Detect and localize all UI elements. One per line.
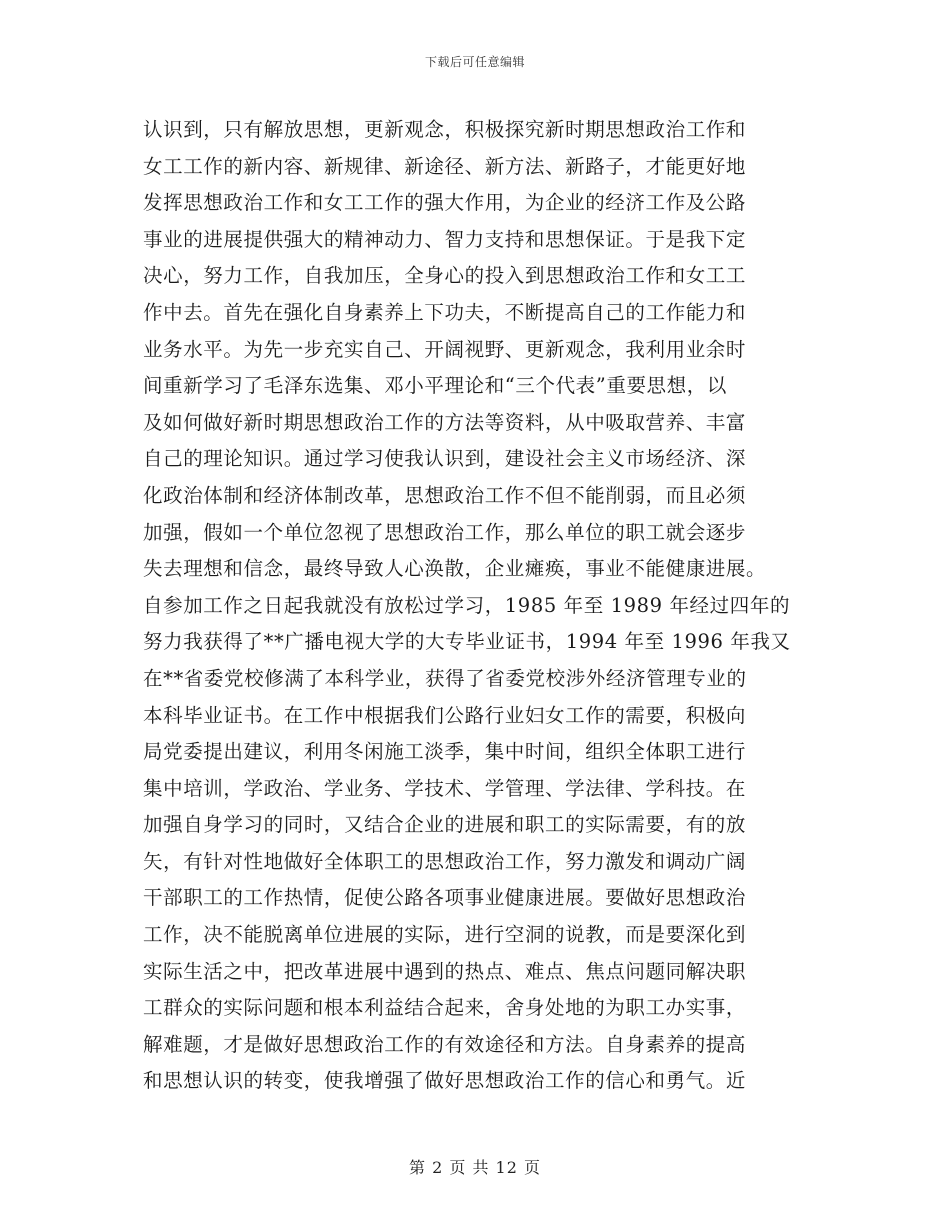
- text-line: 事业的进展提供强大的精神动力、智力支持和思想保证。于是我下定: [143, 227, 747, 251]
- text-line: 本科毕业证书。在工作中根据我们公路行业妇女工作的需要，积极向: [143, 703, 747, 727]
- text-line: 加强自身学习的同时，又结合企业的进展和职工的实际需要，有的放: [143, 813, 747, 837]
- text-line: 失去理想和信念，最终导致人心涣散，企业瘫痪，事业不能健康进展。: [143, 557, 767, 581]
- text-line: 干部职工的工作热情，促使公路各项事业健康进展。要做好思想政治: [143, 886, 747, 910]
- text-line: 发挥思想政治工作和女工工作的强大作用，为企业的经济工作及公路: [143, 191, 747, 215]
- text-line: 间重新学习了毛泽东选集、邓小平理论和“三个代表”重要思想，以: [143, 374, 727, 398]
- text-line: 和思想认识的转变，使我增强了做好思想政治工作的信心和勇气。近: [143, 1069, 747, 1093]
- text-line: 认识到，只有解放思想，更新观念，积极探究新时期思想政治工作和: [143, 118, 747, 141]
- text-line: 在**省委党校修满了本科学业，获得了省委党校涉外经济管理专业的: [143, 666, 747, 690]
- text-line: 女工工作的新内容、新规律、新途径、新方法、新路子，才能更好地: [143, 154, 747, 178]
- text-line: 决心，努力工作，自我加压，全身心的投入到思想政治工作和女工工: [143, 264, 747, 288]
- document-body: [143, 112, 823, 1100]
- text-line: 努力我获得了**广播电视大学的大专毕业证书，1994 年至 1996 年我又: [143, 630, 791, 654]
- text-line: 自己的理论知识。通过学习使我认识到，建设社会主义市场经济、深: [143, 447, 747, 471]
- text-line: 局党委提出建议，利用冬闲施工淡季，集中时间，组织全体职工进行: [143, 740, 747, 764]
- text-line: 及如何做好新时期思想政治工作的方法等资料，从中吸取营养、丰富: [143, 410, 747, 434]
- text-line: 集中培训，学政治、学业务、学技术、学管理、学法律、学科技。在: [143, 776, 747, 800]
- text-line: 工群众的实际问题和根本利益结合起来，舍身处地的为职工办实事，: [143, 996, 747, 1020]
- page-number-footer: 第 2 页 共 12 页: [409, 1158, 541, 1177]
- text-line: 实际生活之中，把改革进展中遇到的热点、难点、焦点问题同解决职: [143, 959, 747, 983]
- text-line: 作中去。首先在强化自身素养上下功夫，不断提高自己的工作能力和: [143, 300, 747, 324]
- text-line: 自参加工作之日起我就没有放松过学习，1985 年至 1989 年经过四年的: [143, 593, 791, 617]
- text-line: 化政治体制和经济体制改革，思想政治工作不但不能削弱，而且必须: [143, 483, 747, 507]
- text-line: 工作，决不能脱离单位进展的实际，进行空洞的说教，而是要深化到: [143, 923, 747, 947]
- page-header: 下载后可任意编辑: [424, 55, 525, 69]
- text-line: 解难题，才是做好思想政治工作的有效途径和方法。自身素养的提高: [143, 1032, 747, 1056]
- text-line: 加强，假如一个单位忽视了思想政治工作，那么单位的职工就会逐步: [143, 520, 747, 544]
- text-line: 矢，有针对性地做好全体职工的思想政治工作，努力激发和调动广阔: [143, 849, 747, 873]
- text-line: 业务水平。为先一步充实自己、开阔视野、更新观念，我利用业余时: [143, 337, 747, 361]
